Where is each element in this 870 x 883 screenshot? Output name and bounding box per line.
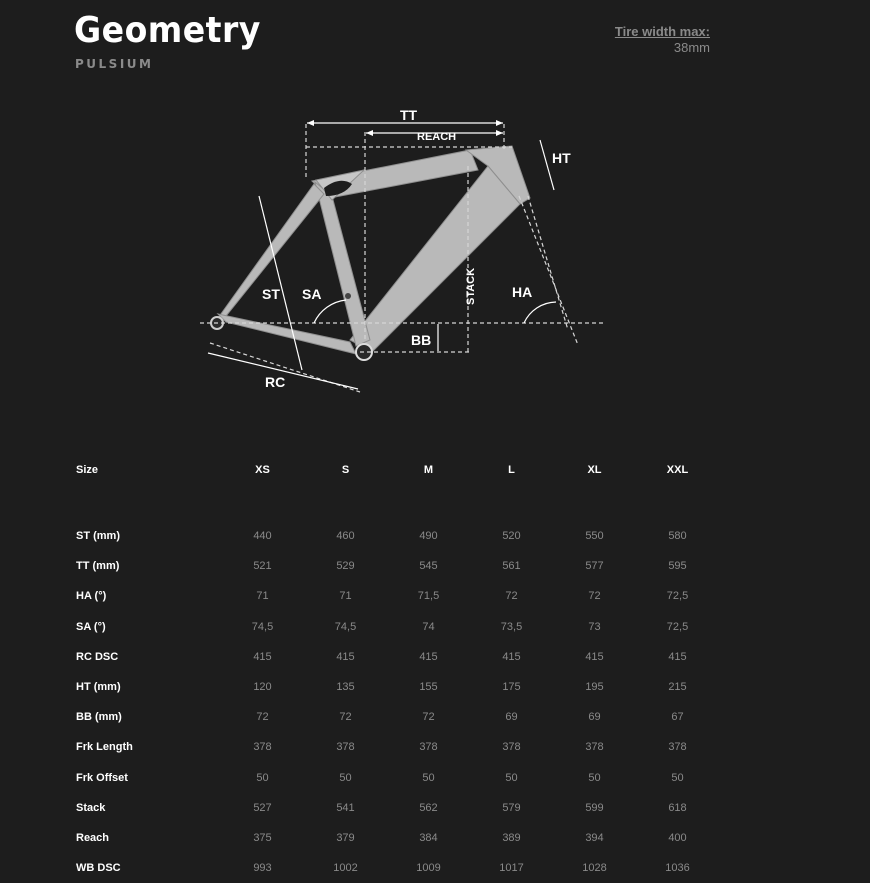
row-label: HA (°) (76, 590, 107, 603)
rc-label: RC (265, 374, 286, 390)
size-header: Size (76, 464, 99, 476)
table-cell: 72 (422, 711, 435, 724)
front-derailleur-mount (345, 293, 351, 299)
table-cell: 378 (253, 741, 272, 754)
table-cell: 562 (419, 801, 438, 814)
sa-label: SA (302, 286, 322, 302)
table-cell: 375 (253, 831, 272, 844)
table-cell: 550 (585, 530, 604, 543)
table-cell: 577 (585, 560, 604, 573)
table-cell: 378 (419, 741, 438, 754)
table-cell: 378 (585, 741, 604, 754)
table-cell: 545 (419, 560, 438, 573)
table-cell: 50 (588, 771, 601, 784)
table-cell: 135 (336, 681, 355, 694)
table-cell: 599 (585, 801, 604, 814)
table-cell: 561 (502, 560, 521, 573)
table-row (76, 551, 719, 581)
table-row (76, 823, 719, 853)
table-cell: 72 (256, 711, 269, 724)
size-xl: XL (587, 464, 602, 476)
row-label: BB (mm) (76, 711, 122, 724)
table-cell: 1028 (582, 862, 607, 875)
bb-label: BB (411, 332, 432, 348)
frame-geometry-diagram (0, 0, 870, 420)
table-cell: 384 (419, 831, 438, 844)
table-cell: 400 (668, 831, 687, 844)
table-cell: 389 (502, 831, 521, 844)
table-cell: 175 (502, 681, 521, 694)
table-cell: 1002 (333, 862, 358, 875)
table-cell: 490 (419, 530, 438, 543)
table-cell: 72,5 (666, 620, 689, 633)
table-cell: 440 (253, 530, 272, 543)
table-cell: 415 (585, 650, 604, 663)
table-cell: 1009 (416, 862, 441, 875)
row-label: Stack (76, 801, 106, 814)
size-xxl: XXL (666, 464, 689, 476)
seat-tube (315, 182, 370, 346)
table-cell: 69 (588, 711, 601, 724)
tire-width-value: 38mm (673, 40, 710, 55)
table-cell: 521 (253, 560, 272, 573)
geometry-table (76, 460, 719, 883)
table-cell: 155 (419, 681, 438, 694)
table-cell: 379 (336, 831, 355, 844)
table-cell: 415 (668, 650, 687, 663)
table-cell: 72 (339, 711, 352, 724)
table-cell: 67 (671, 711, 684, 724)
table-cell: 527 (253, 801, 272, 814)
table-cell: 69 (505, 711, 518, 724)
size-header-row (76, 460, 719, 480)
table-cell: 415 (253, 650, 272, 663)
table-cell: 394 (585, 831, 604, 844)
table-cell: 50 (256, 771, 269, 784)
table-cell: 580 (668, 530, 687, 543)
table-cell: 71,5 (417, 590, 440, 603)
size-l: L (508, 464, 515, 476)
table-cell: 460 (336, 530, 355, 543)
table-cell: 529 (336, 560, 355, 573)
table-cell: 378 (502, 741, 521, 754)
row-label: HT (mm) (76, 681, 121, 694)
table-cell: 378 (668, 741, 687, 754)
table-cell: 1017 (499, 862, 524, 875)
table-row (76, 853, 719, 883)
reach-label: REACH (417, 131, 457, 143)
row-label: TT (mm) (76, 560, 120, 573)
table-row (76, 702, 719, 732)
table-row (76, 732, 719, 762)
table-cell: 415 (419, 650, 438, 663)
table-cell: 120 (253, 681, 272, 694)
table-cell: 74,5 (251, 620, 274, 633)
size-m: M (423, 464, 434, 476)
table-cell: 50 (505, 771, 518, 784)
ht-label: HT (552, 150, 571, 166)
row-label: Frk Offset (76, 771, 128, 784)
table-row (76, 793, 719, 823)
table-cell: 50 (671, 771, 684, 784)
tire-width-label[interactable]: Tire width max: (614, 24, 710, 39)
table-cell: 415 (502, 650, 521, 663)
row-label: Frk Length (76, 741, 133, 754)
page-title: Geometry (74, 10, 261, 51)
row-label: WB DSC (76, 862, 121, 875)
table-cell: 71 (339, 590, 352, 603)
row-label: SA (°) (76, 620, 106, 633)
size-s: S (341, 464, 350, 476)
table-cell: 1036 (665, 862, 690, 875)
table-row (76, 642, 719, 672)
table-cell: 993 (253, 862, 272, 875)
table-cell: 71 (256, 590, 269, 603)
table-row (76, 581, 719, 611)
ha-label: HA (512, 284, 533, 300)
row-label: ST (mm) (76, 530, 120, 543)
chain-stay (218, 314, 356, 354)
table-cell: 215 (668, 681, 687, 694)
table-cell: 378 (336, 741, 355, 754)
table-cell: 520 (502, 530, 521, 543)
down-tube (350, 166, 520, 352)
row-label: Reach (76, 831, 110, 844)
table-row (76, 521, 719, 551)
table-row (76, 612, 719, 642)
table-cell: 74 (422, 620, 435, 633)
table-cell: 195 (585, 681, 604, 694)
table-cell: 72 (588, 590, 601, 603)
table-spacer (76, 480, 719, 521)
model-name: PULSIUM (75, 57, 154, 71)
tt-label: TT (400, 107, 418, 123)
row-label: RC DSC (76, 650, 119, 663)
table-cell: 74,5 (334, 620, 357, 633)
table-cell: 73 (588, 620, 601, 633)
st-label: ST (262, 286, 280, 302)
table-cell: 595 (668, 560, 687, 573)
size-xs: XS (255, 464, 270, 476)
table-cell: 50 (422, 771, 435, 784)
table-cell: 72 (505, 590, 518, 603)
table-cell: 73,5 (500, 620, 523, 633)
table-cell: 72,5 (666, 590, 689, 603)
table-cell: 415 (336, 650, 355, 663)
stack-label: STACK (465, 267, 477, 305)
table-cell: 541 (336, 801, 355, 814)
table-cell: 50 (339, 771, 352, 784)
table-cell: 579 (502, 801, 521, 814)
table-cell: 618 (668, 801, 687, 814)
table-row (76, 763, 719, 793)
table-row (76, 672, 719, 702)
